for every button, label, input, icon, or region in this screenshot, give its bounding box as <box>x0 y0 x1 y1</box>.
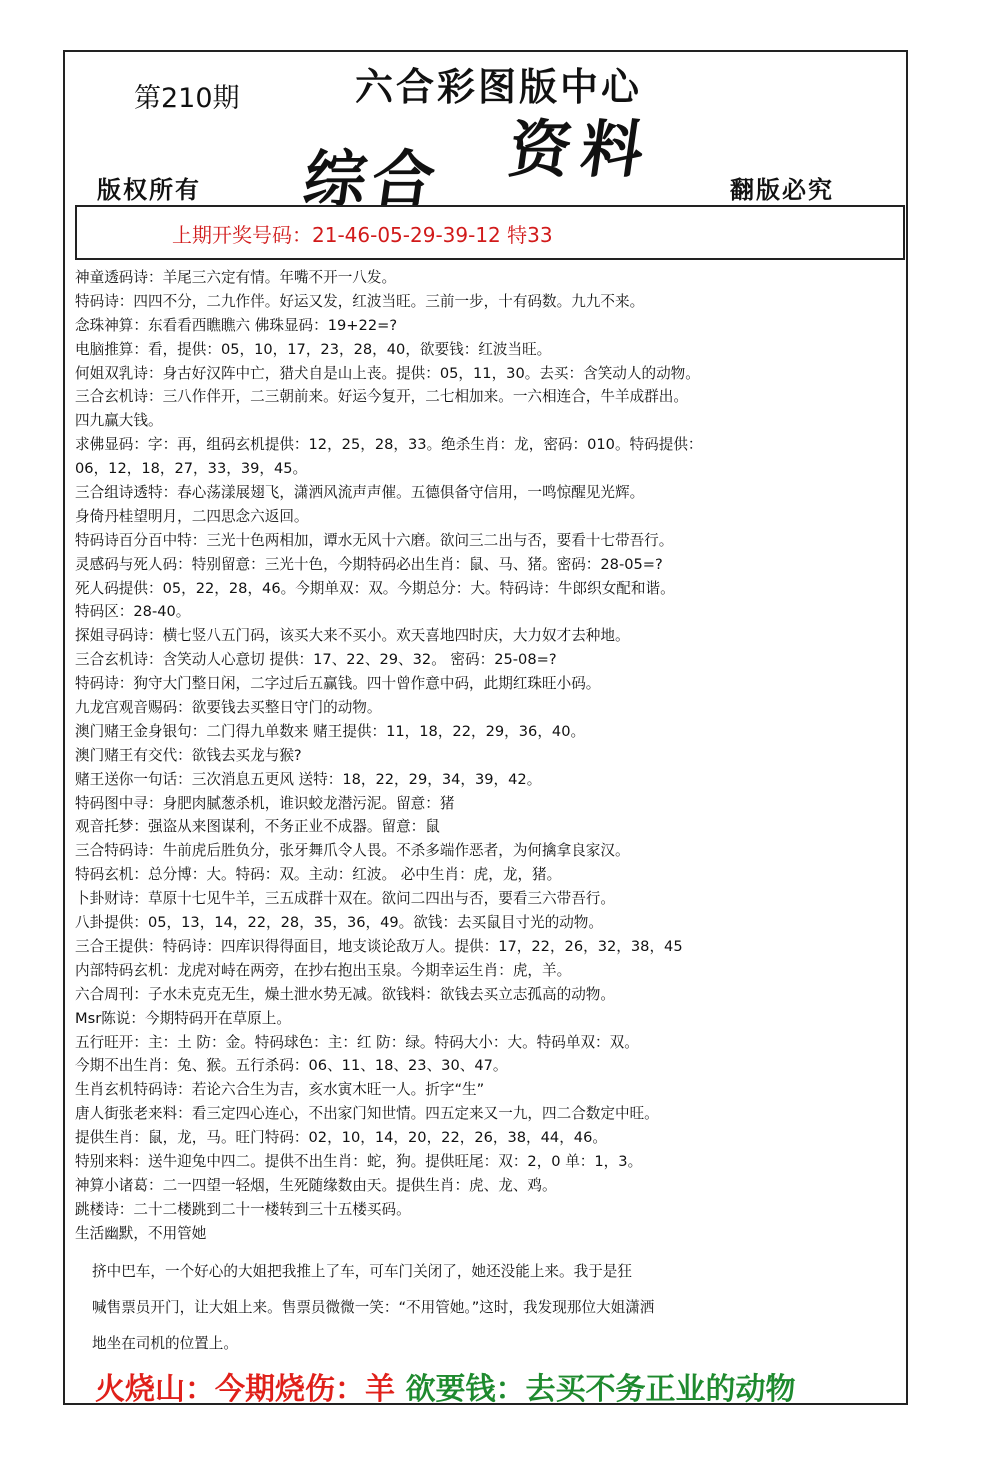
content-line: 探姐寻码诗：横七竖八五门码，该买大来不买小。欢天喜地四时庆，大力奴才去种地。 <box>75 627 630 645</box>
content-line: 身倚丹桂望明月，二四思念六返回。 <box>75 507 309 525</box>
content-line: 三合组诗透特：春心荡漾展翅飞，潇洒风流声声催。五德俱备守信用，一鸣惊醒见光辉。 <box>75 484 645 502</box>
content-line: 三合王提供：特码诗：四库识得得面目，地支谈论敌万人。提供：17，22，26，32，38，45 <box>75 937 683 955</box>
content-line: 神童透码诗：羊尾三六定有情。年嘴不开一八发。 <box>75 269 397 286</box>
content-line: Msr陈说：今期特码开在草原上。 <box>75 1009 291 1027</box>
content-line: 特码图中寻：身肥肉腻葱杀机，谁识蛟龙潜污泥。留意：猪 <box>75 794 455 812</box>
content-line: 神算小诸葛：二一四望一轻烟，生死随缘数由天。提供生肖：虎、龙、鸡。 <box>75 1176 557 1194</box>
content-line: 三合特码诗：牛前虎后胜负分，张牙舞爪令人畏。不杀多端作恶者，为何擒拿良家汉。 <box>75 842 630 860</box>
center-title: 六合彩图版中心 <box>355 64 643 109</box>
content-line: 特别来料：送牛迎兔中四二。提供不出生肖：蛇，狗。提供旺尾：双：2，0 单：1，3。 <box>75 1152 643 1170</box>
content-line: 生肖玄机特码诗：若论六合生为吉，亥水寅木旺一人。折字“生” <box>75 1081 485 1099</box>
content-line: 提供生肖：鼠，龙，马。旺门特码：02，10，14，20，22，26，38，44，46。 <box>75 1129 607 1147</box>
content-line: 观音托梦：强盗从来图谋利，不务正业不成器。留意：鼠 <box>75 818 440 836</box>
story-line: 地坐在司机的位置上。 <box>92 1335 238 1352</box>
content-line: 电脑推算：看，提供：05，10，17，23，28，40，欲要钱：红波当旺。 <box>75 340 552 358</box>
humor-story <box>92 1254 892 1362</box>
big-title-ziliao: 资料 <box>504 113 659 186</box>
content-line: 跳楼诗：二十二楼跳到二十一楼转到三十五楼买码。 <box>75 1200 411 1218</box>
copyright-left: 版权所有 <box>97 176 201 204</box>
issue-number: 第210期 <box>134 83 240 114</box>
content-line: 求佛显码：字：再，组码玄机提供：12，25，28，33。绝杀生肖：龙，密码：010。特码提供： <box>75 436 703 454</box>
content-line: 澳门赌王有交代：欲钱去买龙与猴? <box>75 746 302 764</box>
content-line: 特码诗：四四不分，二九作伴。好运又发，红波当旺。三前一步，十有码数。九九不来。 <box>75 292 645 310</box>
content-line: 六合周刊：子水未克克无生，燥土泄水势无减。欲钱料：欲钱去买立志孤高的动物。 <box>75 985 615 1003</box>
content-line: 三合玄机诗：含笑动人心意切 提供：17、22、29、32。 密码：25-08=? <box>75 651 557 669</box>
copyright-right: 翻版必究 <box>730 176 834 204</box>
content-line: 赌王送你一句话：三次消息五更风 送特：18，22，29，34，39，42。 <box>75 770 542 788</box>
content-line: 卜卦财诗：草原十七见牛羊，三五成群十双在。欲问二四出与否，要看三六带吾行。 <box>75 890 615 908</box>
content-line: 四九赢大钱。 <box>75 412 163 430</box>
content-line: 特码玄机：总分博：大。特码：双。主动：红波。 必中生肖：虎，龙，猪。 <box>75 866 562 884</box>
content-line: 念珠神算：东看看西瞧瞧六 佛珠显码：19+22=? <box>75 316 398 334</box>
content-line: 特码诗：狗守大门整日闲，二字过后五赢钱。四十曾作意中码，此期红珠旺小码。 <box>75 675 601 693</box>
content-line: 06，12，18，27，33，39，45。 <box>75 460 308 478</box>
bottom-red-text: 火烧山：今期烧伤：羊 <box>95 1372 395 1407</box>
content-line: 五行旺开：主：土 防：金。特码球色：主：红 防：绿。特码大小：大。特码单双：双。 <box>75 1033 639 1051</box>
content-line: 八卦提供：05，13，14，22，28，35，36，49。欲钱：去买鼠目寸光的动物。 <box>75 914 603 932</box>
content-line: 死人码提供：05，22，28，46。今期单双：双。今期总分：大。特码诗：牛郎织女配和谐。 <box>75 579 675 597</box>
story-line: 挤中巴车，一个好心的大姐把我推上了车，可车门关闭了，她还没能上来。我于是狂 <box>92 1263 632 1280</box>
bottom-green-text: 欲要钱：去买不务正业的动物 <box>405 1372 796 1407</box>
content-line: 特码区：28-40。 <box>75 603 191 621</box>
content-line: 三合玄机诗：三八作伴开，二三朝前来。好运今复开，二七相加来。一六相连合，牛羊成群出。 <box>75 388 688 406</box>
previous-draw-box <box>75 205 905 260</box>
story-line: 喊售票员开门，让大姐上来。售票员微微一笑：“不用管她。”这时，我发现那位大姐潇洒 <box>92 1299 655 1316</box>
content-line: 唐人街张老来料：看三定四心连心，不出家门知世情。四五定来又一九，四二合数定中旺。 <box>75 1105 659 1123</box>
bottom-banner <box>95 1364 795 1408</box>
content-line: 今期不出生肖：兔、猴。五行杀码：06、11、18、23、30、47。 <box>75 1057 508 1075</box>
content-line: 何姐双乳诗：身古好汉阵中亡，猎犬自是山上丧。提供：05，11，30。去买：含笑动人的动物。 <box>75 364 700 382</box>
previous-draw-numbers: 上期开奖号码：21-46-05-29-39-12 特33 <box>172 223 553 247</box>
content-line: 灵感码与死人码：特别留意：三光十色，今期特码必出生肖：鼠、马、猪。密码：28-05=? <box>75 555 663 573</box>
content-line: 生活幽默，不用管她 <box>75 1224 207 1242</box>
content-line: 特码诗百分百中特：三光十色两相加，谭水无风十六磨。欲问三二出与否，要看十七带吾行。 <box>75 531 674 549</box>
content-line: 澳门赌王金身银句：二门得九单数来 赌王提供：11，18，22，29，36，40。 <box>75 722 586 740</box>
content-lines <box>75 266 905 1246</box>
big-title-zonghe: 综合 <box>299 143 446 216</box>
content-line: 九龙宫观音赐码：欲要钱去买整日守门的动物。 <box>75 699 382 717</box>
content-line: 内部特码玄机：龙虎对峙在两旁，在抄右抱出玉泉。今期幸运生肖：虎，羊。 <box>75 961 572 979</box>
